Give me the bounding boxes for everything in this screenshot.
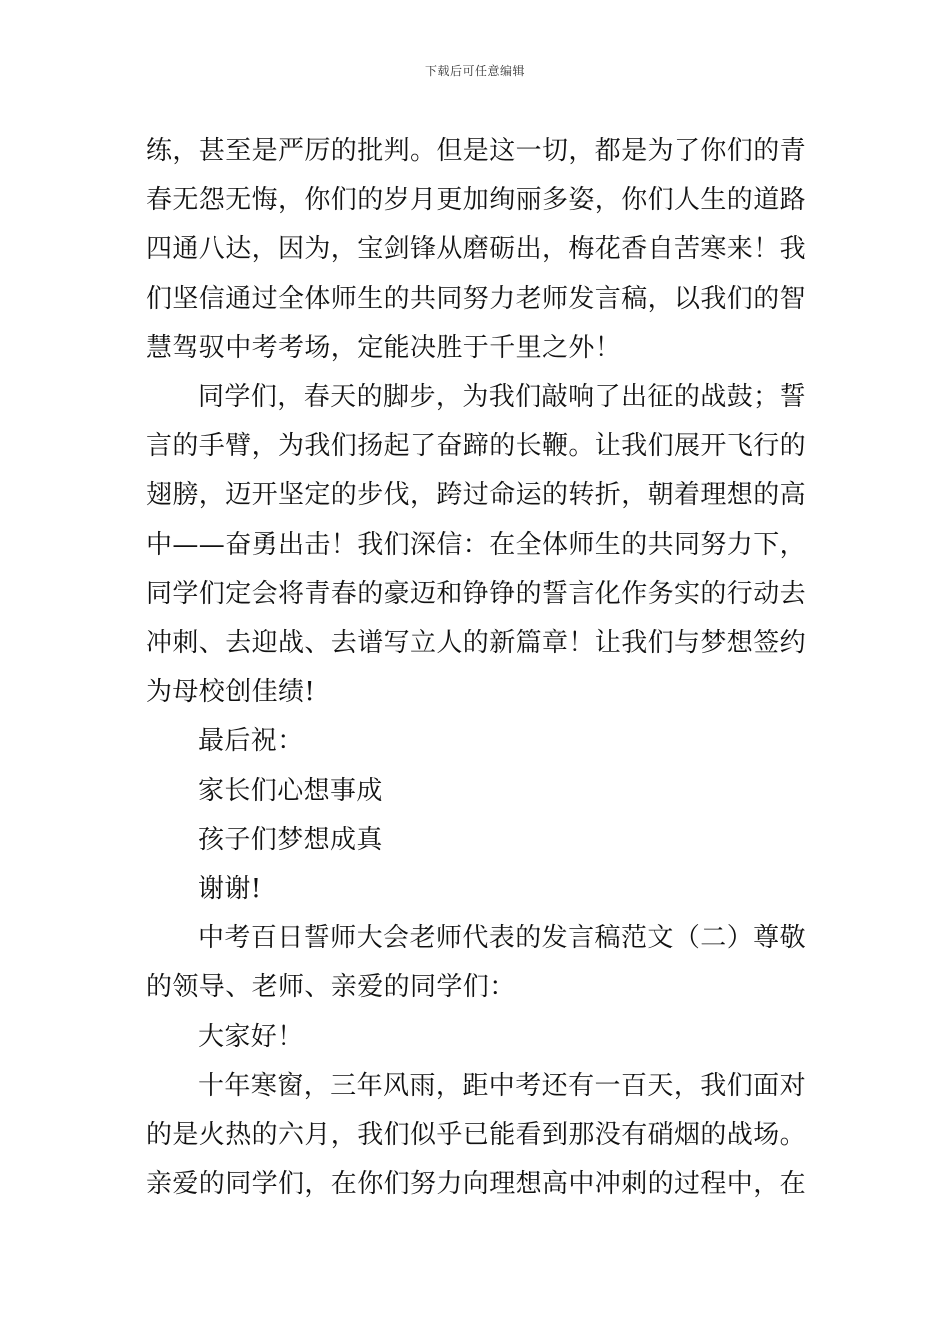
document-body xyxy=(146,127,806,1209)
page-header: 下载后可任意编辑 xyxy=(424,64,525,78)
paragraph-spring: 同学们，春天的脚步，为我们敲响了出征的战鼓；誓言的手臂，为我们扬起了奋蹄的长鞭。让我们展开飞行的翅膀，迈开坚定的步伐，跨过命运的转折，朝着理想的高中——奋勇出击！我们深信：在全体师生的共同努力下，同学们定会将青春的豪迈和铮铮的誓言化作务实的行动去冲刺、去迎战、去谱写立人的新篇章！让我们与梦想签约为母校创佳绩! xyxy=(146,382,807,708)
paragraph-children-wish: 孩子们梦想成真 xyxy=(198,824,383,855)
paragraph-hundred-days: 十年寒窗，三年风雨，距中考还有一百天，我们面对的是火热的六月，我们似乎已能看到那没有硝烟的战场。亲爱的同学们，在你们努力向理想高中冲刺的过程中，在 xyxy=(146,1070,807,1200)
paragraph-thanks: 谢谢! xyxy=(198,874,262,905)
paragraph-greeting: 大家好！ xyxy=(198,1021,304,1052)
paragraph-continuation: 练，甚至是严厉的批判。但是这一切，都是为了你们的青春无怨无悔，你们的岁月更加绚丽多姿，你们人生的道路四通八达，因为，宝剑锋从磨砺出，梅花香自苦寒来！我们坚信通过全体师生的共同努力老师发言稿，以我们的智慧驾驭中考考场，定能决胜于千里之外！ xyxy=(146,136,807,363)
paragraph-section-two-title: 中考百日誓师大会老师代表的发言稿范文（二）尊敬的领导、老师、亲爱的同学们： xyxy=(146,923,806,1003)
paragraph-parents-wish: 家长们心想事成 xyxy=(198,775,383,806)
paragraph-closing-wish: 最后祝： xyxy=(198,726,304,757)
